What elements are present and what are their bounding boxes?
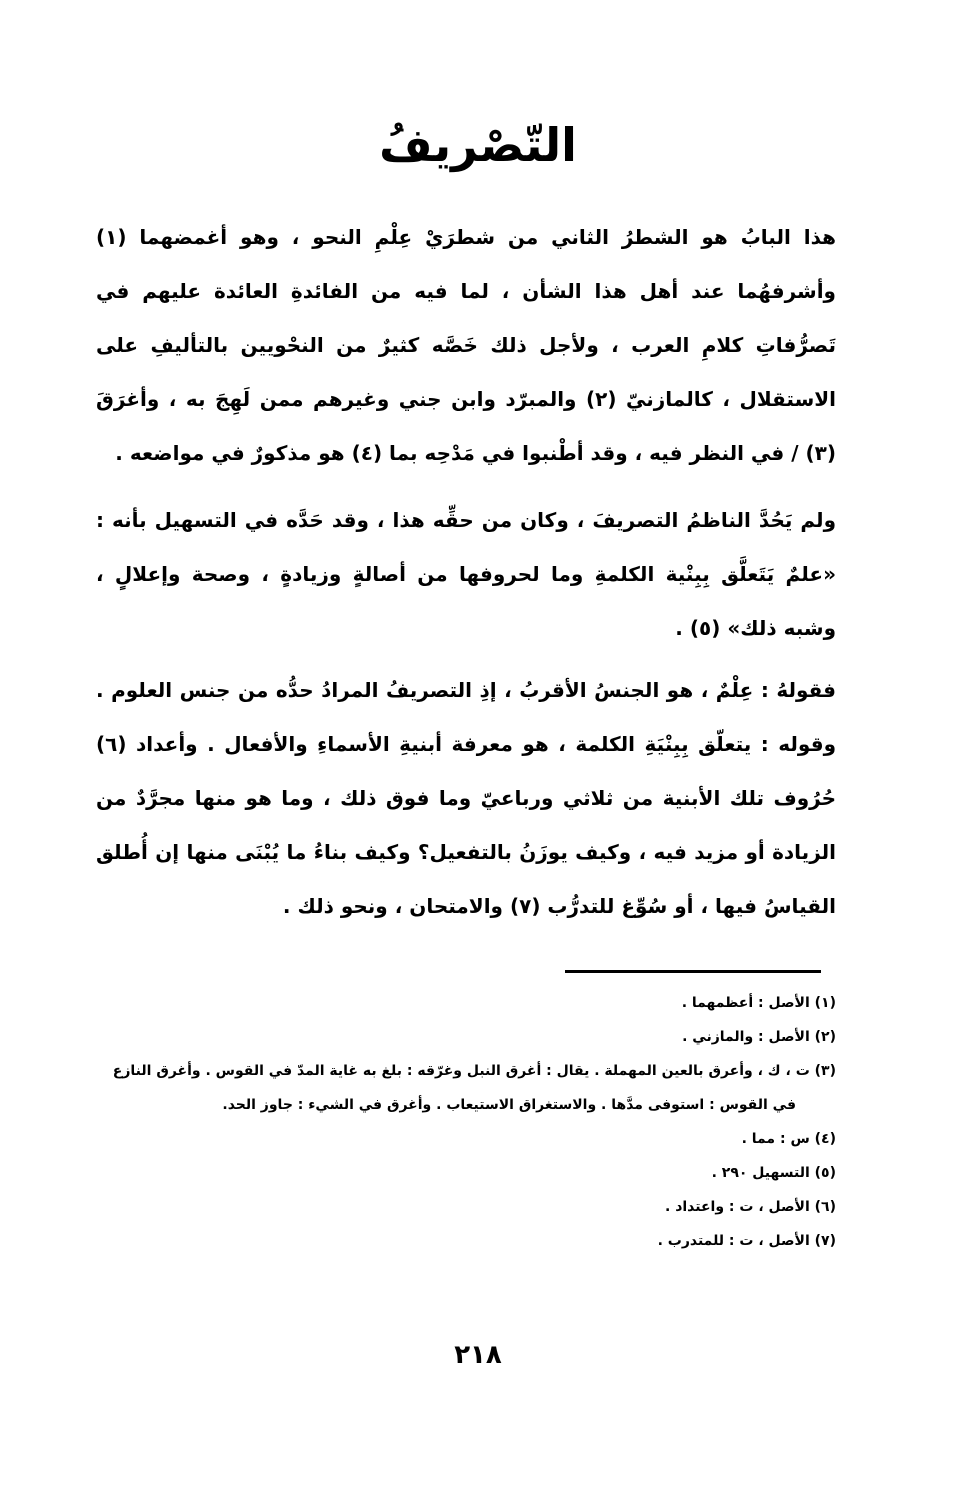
body-paragraph-2 xyxy=(96,493,836,655)
footnote-4: (٤) س : مما . xyxy=(741,1131,836,1147)
footnote-3-continuation: في القوس : استوفى مدَّها . والاستغراق الاستيعاب . وأغرق في الشيء : جاوز الحد. xyxy=(222,1097,796,1113)
footnote-6: (٦) الأصل ، ت : واعتداد . xyxy=(665,1199,836,1215)
footnote-7: (٧) الأصل ، ت : للمتدرب . xyxy=(657,1233,836,1249)
paragraph-text: هذا البابُ هو الشطرُ الثاني من شطرَيْ عِلْمِ النحو ، وهو أغمضهما (١) وأشرفهُما عند أهل هذا الشأن ، لما فيه من الفائدةِ العائدة عليهم في تَصرُّفاتِ كلامِ العرب ، ولأجل ذلك خَصَّه كثيرٌ من النحْويين بالتأليفِ على الاستقلال ، كالمازنيّ (٢) والمبرّد وابن جني وغيرهم ممن لَهِجَ به ، وأغرَقَ (٣) / في النظر فيه ، وقد أطْنبوا في مَدْحِه بما (٤) هو مذكورٌ في مواضعه . xyxy=(96,225,837,465)
paragraph-text: ولم يَحُدَّ الناظمُ التصريفَ ، وكان من حقِّه هذا ، وقد حَدَّه في التسهيل بأنه : «علمٌ يَتَعلَّق بِبِنْية الكلمةِ وما لحروفها من أصالةٍ وزيادةٍ ، وصحة وإعلالٍ ، وشبه ذلك» (٥) . xyxy=(96,508,836,640)
body-paragraph-1 xyxy=(96,210,836,480)
chapter-title: التّصْريفُ xyxy=(379,118,577,172)
footnote-2: (٢) الأصل : والمازني . xyxy=(682,1029,836,1045)
footnotes xyxy=(96,986,836,1258)
footnote-separator xyxy=(565,970,821,973)
body-paragraph-3 xyxy=(96,663,836,933)
paragraph-text: فقولهُ : عِلْمٌ ، هو الجنسُ الأقربُ ، إذِ التصريفُ المرادُ حدُّه من جنس العلوم . وقوله : يتعلّق بِبِنْيَةِ الكلمة ، هو معرفة أبنيةِ الأسماءِ والأفعال . وأعداد (٦) حُرُوف تلك الأبنية من ثلاثي ورباعيّ وما فوق ذلك ، وما هو منها مجرَّدٌ من الزيادة أو مزيد فيه ، وكيف يوزَنُ بالتفعيل؟ وكيف بناءُ ما يُبْنَى منها إن أُطلق القياسُ فيها ، أو سُوِّغ للتدرُّب (٧) والامتحان ، ونحو ذلك . xyxy=(96,678,836,918)
footnote-5: (٥) التسهيل ٢٩٠ . xyxy=(711,1165,836,1181)
page-number: ٢١٨ xyxy=(454,1340,502,1370)
footnote-1: (١) الأصل : أعظمهما . xyxy=(681,995,836,1011)
footnote-3: (٣) ت ، ك ، وأعرق بالعين المهملة . يقال : أغرق النبل وغرّقه : بلغ به غاية المدّ في القوس . وأغرق النازع xyxy=(112,1063,836,1079)
